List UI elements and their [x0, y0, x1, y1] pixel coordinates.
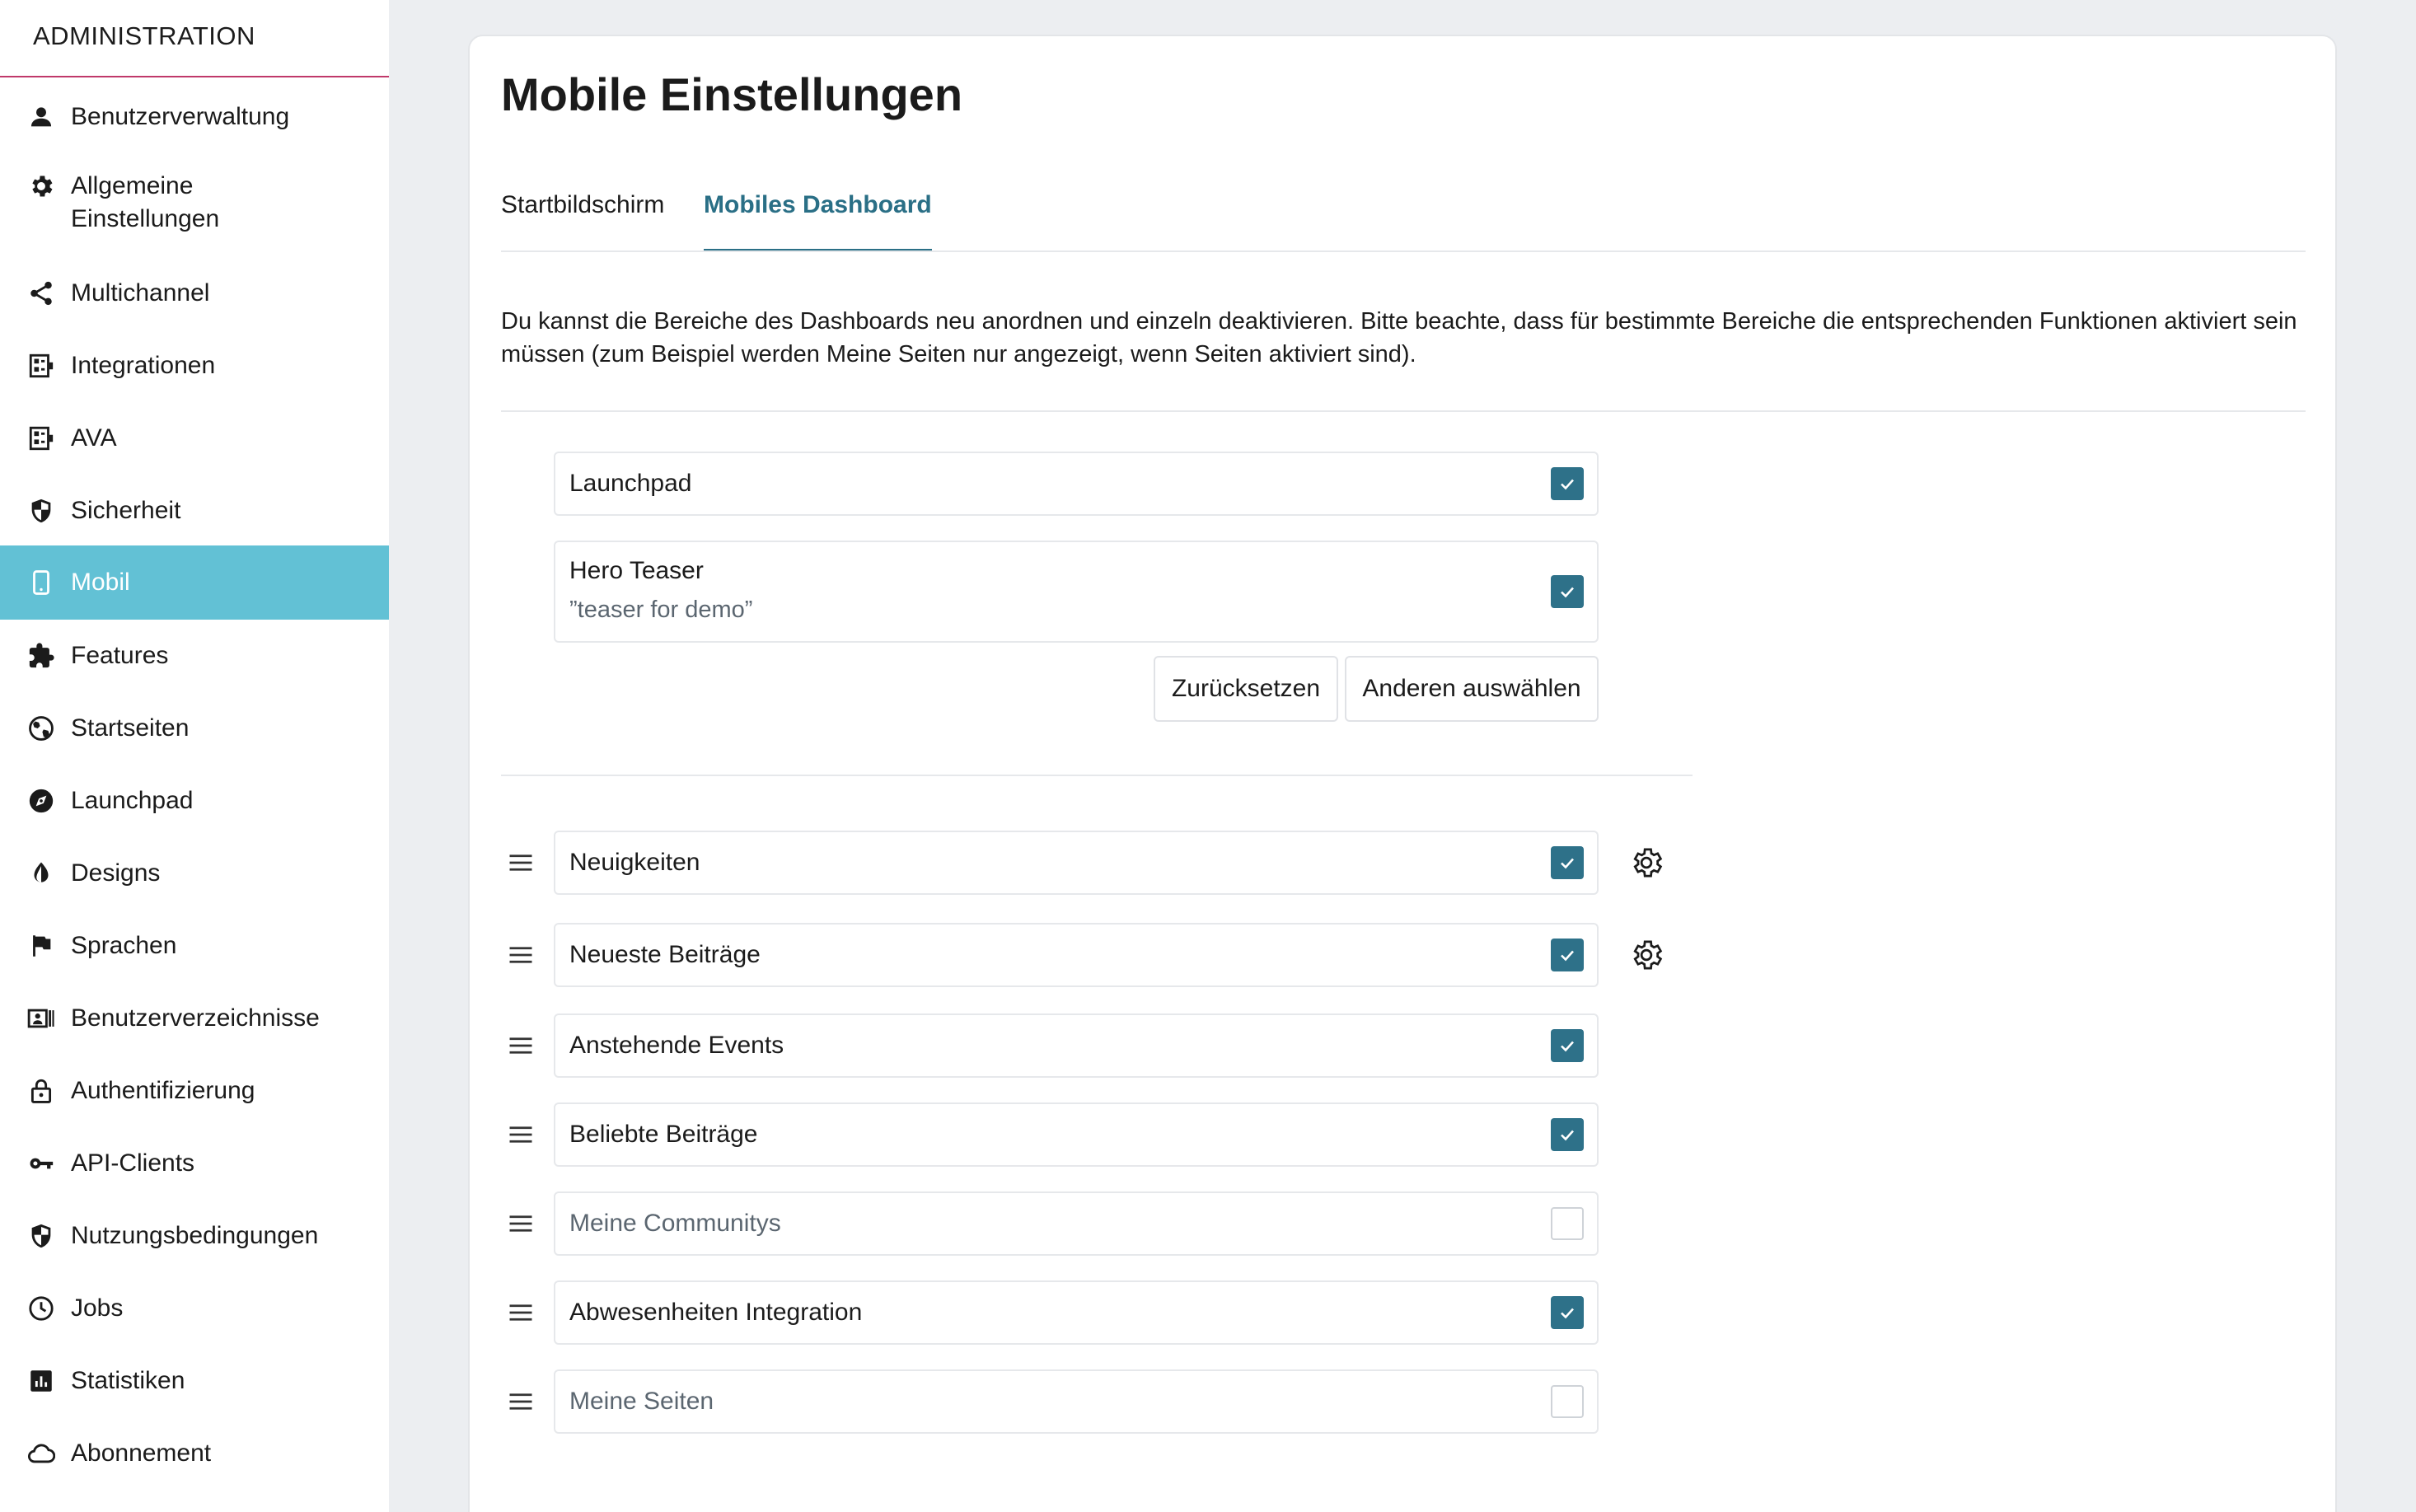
section-checkbox[interactable]	[1551, 467, 1584, 500]
sidebar-item-benutzerverzeichnisse[interactable]	[0, 1000, 389, 1037]
lock-icon	[26, 1076, 56, 1106]
hero-teaser-subtitle: ”teaser for demo”	[569, 597, 753, 623]
sidebar-item-api-clients[interactable]	[0, 1145, 389, 1182]
select-other-button[interactable]: Anderen auswählen	[1345, 656, 1599, 722]
section-label: Neuigkeiten	[569, 849, 700, 876]
check-icon	[1551, 939, 1584, 971]
section-row-abwesenheiten-integration	[554, 1280, 1599, 1345]
sidebar-item-label: Designs	[71, 859, 161, 887]
section-checkbox[interactable]	[1551, 1118, 1584, 1151]
clock-icon	[26, 1294, 56, 1323]
integration-icon	[26, 351, 56, 381]
section-row-meine-communitys	[554, 1191, 1599, 1256]
sidebar-item-designs[interactable]	[0, 855, 389, 892]
drag-handle-icon[interactable]	[506, 1209, 536, 1238]
sidebar-item-integrationen[interactable]	[0, 348, 389, 384]
sidebar-item-allgemeine-einstellungen[interactable]	[0, 170, 389, 239]
section-row-anstehende-events	[554, 1013, 1599, 1078]
section-label: Launchpad	[569, 470, 692, 497]
check-icon	[1551, 467, 1584, 500]
globe-icon	[26, 714, 56, 743]
flag-icon	[26, 931, 56, 961]
share-icon	[26, 279, 56, 308]
dashboard-description: Du kannst die Bereiche des Dashboards neu anordnen und einzeln deaktivieren. Bitte beachte, dass für bestimmte Bereiche die entsprechenden Funktionen aktiviert sein müssen (zum Beispiel werden Meine Seiten nur angezeigt, wenn Seiten aktiviert sind).	[501, 308, 2297, 367]
check-icon	[1551, 1118, 1584, 1151]
sidebar-item-sprachen[interactable]	[0, 928, 389, 964]
sidebar-item-multichannel[interactable]	[0, 275, 389, 311]
section-row-neueste-beitraege	[554, 923, 1599, 987]
compass-icon	[26, 786, 56, 816]
check-icon	[1551, 846, 1584, 879]
drag-handle-icon[interactable]	[506, 1298, 536, 1327]
phone-icon	[26, 568, 56, 597]
sidebar-item-label: Sicherheit	[71, 497, 181, 524]
section-label: Abwesenheiten Integration	[569, 1299, 863, 1326]
section-label: Neueste Beiträge	[569, 941, 761, 968]
sidebar-item-label: Statistiken	[71, 1367, 185, 1394]
sidebar-item-label: Nutzungsbedingungen	[71, 1222, 319, 1249]
check-icon	[1551, 575, 1584, 608]
sidebar-item-label: Startseiten	[71, 714, 190, 742]
sidebar-item-sicherheit[interactable]	[0, 493, 389, 529]
gear-icon[interactable]	[1628, 937, 1665, 973]
section-checkbox[interactable]	[1551, 1207, 1584, 1240]
contact-card-icon	[26, 1004, 56, 1033]
integration-icon	[26, 424, 56, 453]
sidebar-item-label: Benutzerverwaltung	[71, 103, 290, 130]
section-divider	[501, 410, 2306, 412]
section-checkbox[interactable]	[1551, 1029, 1584, 1062]
shield-icon	[26, 496, 56, 526]
sidebar-item-label: Sprachen	[71, 932, 177, 959]
sidebar-item-label: Allgemeine Einstellungen	[71, 172, 220, 232]
section-row-launchpad	[554, 452, 1599, 516]
section-checkbox[interactable]	[1551, 939, 1584, 971]
sidebar-item-benutzerverwaltung[interactable]	[0, 99, 389, 135]
sidebar-item-launchpad[interactable]	[0, 783, 389, 819]
sidebar-item-abonnement[interactable]	[0, 1435, 389, 1472]
drag-handle-icon[interactable]	[506, 1120, 536, 1149]
reset-button[interactable]: Zurücksetzen	[1154, 656, 1338, 722]
section-checkbox[interactable]	[1551, 846, 1584, 879]
sidebar-item-label: API-Clients	[71, 1149, 195, 1177]
person-icon	[26, 102, 56, 132]
sidebar-item-label: Mobil	[71, 569, 130, 596]
section-label: Beliebte Beiträge	[569, 1121, 758, 1148]
sidebar	[0, 0, 389, 1512]
sidebar-item-features[interactable]	[0, 638, 389, 674]
section-divider	[501, 775, 1693, 776]
section-label: Hero Teaser	[569, 557, 704, 584]
drag-handle-icon[interactable]	[506, 940, 536, 970]
sidebar-item-statistiken[interactable]	[0, 1363, 389, 1399]
check-icon	[1551, 1296, 1584, 1329]
sidebar-header: ADMINISTRATION	[0, 0, 389, 77]
sidebar-item-startseiten[interactable]	[0, 710, 389, 747]
tab-startbildschirm[interactable]: Startbildschirm	[501, 191, 665, 218]
section-label: Anstehende Events	[569, 1032, 784, 1059]
section-row-neuigkeiten	[554, 831, 1599, 895]
tab-mobiles-dashboard[interactable]: Mobiles Dashboard	[704, 191, 932, 252]
sidebar-item-mobil[interactable]	[0, 545, 389, 620]
section-label: Meine Communitys	[569, 1210, 781, 1237]
drag-handle-icon[interactable]	[506, 848, 536, 878]
shield-icon	[26, 1221, 56, 1251]
sidebar-item-label: Launchpad	[71, 787, 194, 814]
sidebar-item-label: Abonnement	[71, 1439, 212, 1467]
contrast-icon	[26, 859, 56, 888]
section-checkbox[interactable]	[1551, 575, 1584, 608]
drag-handle-icon[interactable]	[506, 1387, 536, 1416]
sidebar-item-jobs[interactable]	[0, 1290, 389, 1327]
sidebar-item-label: AVA	[71, 424, 117, 452]
bar-chart-icon	[26, 1366, 56, 1396]
section-row-beliebte-beitraege	[554, 1102, 1599, 1167]
puzzle-icon	[26, 641, 56, 671]
sidebar-item-label: Authentifizierung	[71, 1077, 255, 1104]
sidebar-item-nutzungsbedingungen[interactable]	[0, 1218, 389, 1254]
section-label: Meine Seiten	[569, 1388, 714, 1415]
gear-icon[interactable]	[1628, 845, 1665, 881]
section-checkbox[interactable]	[1551, 1296, 1584, 1329]
tabs-divider	[501, 250, 2306, 252]
sidebar-item-ava[interactable]	[0, 420, 389, 456]
sidebar-item-authentifizierung[interactable]	[0, 1073, 389, 1109]
check-icon	[1551, 1029, 1584, 1062]
sidebar-item-label: Multichannel	[71, 279, 210, 307]
sidebar-item-label: Jobs	[71, 1294, 124, 1322]
gear-icon	[26, 171, 56, 201]
page-title: Mobile Einstellungen	[501, 68, 963, 120]
cloud-icon	[26, 1439, 56, 1468]
sidebar-item-label: Features	[71, 642, 169, 669]
drag-handle-icon[interactable]	[506, 1031, 536, 1060]
key-icon	[26, 1149, 56, 1178]
section-row-meine-seiten	[554, 1369, 1599, 1434]
section-checkbox[interactable]	[1551, 1385, 1584, 1418]
sidebar-item-label: Integrationen	[71, 352, 216, 379]
sidebar-item-label: Benutzerverzeichnisse	[71, 1004, 320, 1032]
section-row-hero-teaser	[554, 541, 1599, 643]
